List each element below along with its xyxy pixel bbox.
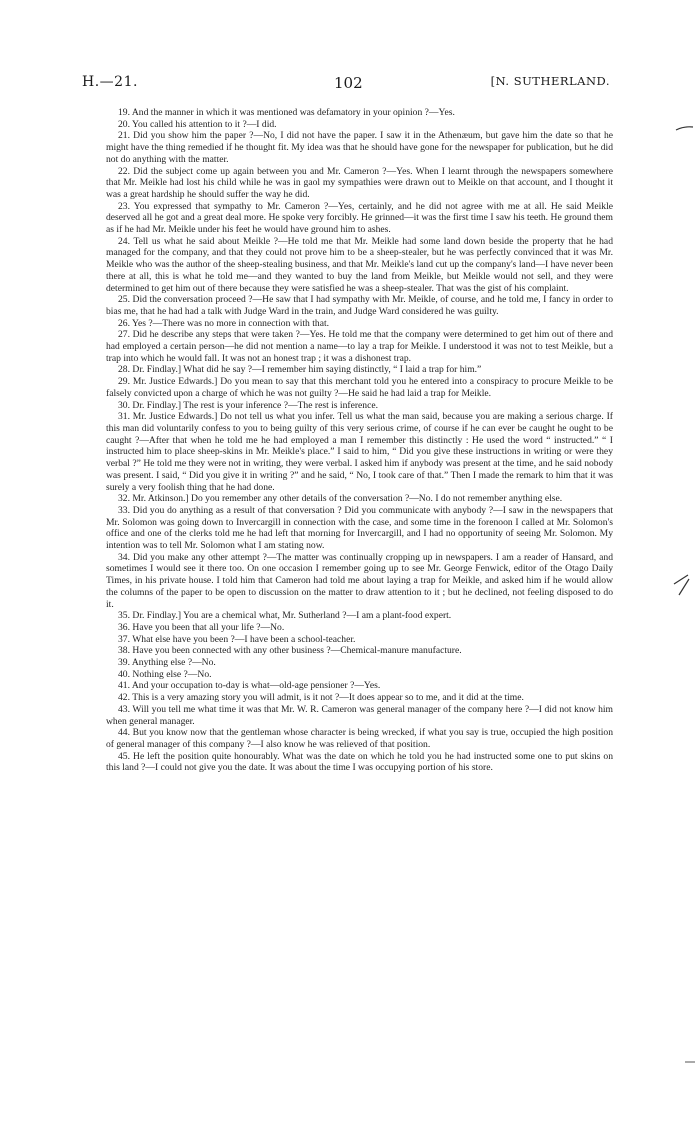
- question-33: 33. Did you do anything as a result of that conversation ? Did you communicate with anybody ?—I saw in the newspapers that Mr. Solomon was going down to Invercargill in connection with the case, and some time in the forenoon I called at Mr. Solomon's office and one of the clerks told me he had left that morning for Invercargill, and I had no opportunity of seeing Mr. Solomon. My intention was to tell Mr. Solomon what I am stating now.: [106, 504, 613, 552]
- question-26: 26. Yes ?—There was no more in connection with that.: [118, 317, 330, 329]
- report-code: H.—21.: [82, 74, 138, 90]
- question-30: 30. Dr. Findlay.] The rest is your inference ?—The rest is inference.: [118, 399, 379, 411]
- witness-name: [N. SUTHERLAND.: [490, 74, 610, 88]
- page-number: 102: [334, 74, 363, 92]
- question-19: 19. And the manner in which it was mentioned was defamatory in your opinion ?—Yes.: [118, 107, 455, 118]
- page-header: [82, 74, 610, 96]
- question-45: 45. He left the position quite honourably. What was the date on which he told you he had instructed some one to put skins on this land ?—I could not give you the date. It was about the time I was occupying portion of his store.: [106, 750, 613, 774]
- question-25: 25. Did the conversation proceed ?—He saw that I had sympathy with Mr. Meikle, of course, and he told me, I fancy in order to bias me, that he had had a talk with Judge Ward in the train, and Judge Ward considered he was guilty.: [106, 294, 613, 317]
- question-20: 20. You called his attention to it ?—I did.: [118, 118, 277, 130]
- question-22: 22. Did the subject come up again between you and Mr. Cameron ?—Yes. When I learnt through the newspapers somewhere that Mr. Meikle had lost his child while he was in gaol my sympathies were drawn out to Meikle on that account, and I thought it was a great hardship he should suffer the way he did.: [106, 165, 613, 200]
- margin-tick-mark: [674, 575, 689, 595]
- question-43: 43. Will you tell me what time it was that Mr. W. R. Cameron was general manager of the company here ?—I did not know him when general manager.: [106, 703, 613, 727]
- question-41: 41. And your occupation to-day is what—old-age pensioner ?—Yes.: [118, 680, 381, 692]
- question-44: 44. But you know now that the gentleman whose character is being wrecked, if what you say is true, occupied the high position of general manager of this company ?—I also know he was relieved of that position.: [106, 727, 613, 750]
- question-24: 24. Tell us what he said about Meikle ?—He told me that Mr. Meikle had some land down beside the property that he had managed for the company, and that they could not prove him to be a sheep-stealer, but he was perfectly convinced that it was Mr. Meikle who was the author of the sheep-stealing business, and that Mr. Meikle's land cut up the company's land—I have never been there at all, this is what he told me—and they wanted to buy the land from Meikle, but Meikle would not sell, and they were determined to get him out of there because they were satisfied he was a sheep-stealer. That was the gist of his complaint.: [106, 235, 613, 294]
- question-42: 42. This is a very amazing story you will admit, is it not ?—It does appear so to me, and it did at the time.: [118, 692, 524, 704]
- question-38: 38. Have you been connected with any other business ?—Chemical-manure manufacture.: [118, 645, 462, 657]
- question-23: 23. You expressed that sympathy to Mr. Cameron ?—Yes, certainly, and he did not agree with me at all. He said Meikle deserved all he got and a great deal more. He spoke very forcibly. He grinned—it was the first time I saw his teeth. He ground them as if he had Mr. Meikle under his feet he would have ground him to ashes.: [106, 200, 613, 236]
- question-36: 36. Have you been that all your life ?—No.: [118, 621, 285, 633]
- question-27: 27. Did he describe any steps that were taken ?—Yes. He told me that the company were determined to get him out of there and had employed a certain person—he did not mention a name—to lay a trap for Meikle. I understood it was not to test Meikle, but a trap into which he would fall. It was not an honest trap ; it was a dishonest trap.: [106, 329, 613, 364]
- question-34: 34. Did you make any other attempt ?—The matter was continually cropping up in newspapers. I am a reader of Hansard, and sometimes I would see it there too. On one occasion I remember going up to see Mr. George Fenwick, editor of the Otago Daily Times, in his private house. I told him that Cameron had told me about laying a trap for Meikle, and asked him if he would allow the columns of the paper to be open to discussion on the matter to draw attention to it ; but he declined, not feeling disposed to do it.: [106, 551, 613, 610]
- question-40: 40. Nothing else ?—No.: [118, 668, 212, 680]
- question-35: 35. Dr. Findlay.] You are a chemical what, Mr. Sutherland ?—I am a plant-food expert.: [118, 610, 452, 622]
- question-31: 31. Mr. Justice Edwards.] Do not tell us what you infer. Tell us what the man said, because you are making a serious charge. If this man did voluntarily confess to you to being guilty of this very serious crime, of course if he can ever be caught he ought to be caught ?—After that when he told me he had employed a man I remember this distinctly : He used the word “ instructed.” “ I instructed him to place sheep-skins in Mr. Meikle's place.” I said to him, “ Did you give these instructions in writing or were they verbal ?” He told me they were not in writing, they were verbal. I asked him if anybody was present at the time, and he said nobody was present. I said, “ Did you give it in writing ?” and he said, “ No, I took care of that.” Then I made the remark to him that it was surely a very foolish thing that he had done.: [106, 411, 613, 493]
- question-29: 29. Mr. Justice Edwards.] Do you mean to say that this merchant told you he entered into a conspiracy to procure Meikle to be falsely convicted upon a charge of which he was not guilty ?—He said he had laid a trap for Meikle.: [106, 376, 613, 399]
- testimony-body: [106, 107, 613, 774]
- margin-dash-mark: [676, 127, 693, 130]
- question-39: 39. Anything else ?—No.: [118, 657, 216, 669]
- question-37: 37. What else have you been ?—I have been a school-teacher.: [118, 633, 356, 645]
- question-28: 28. Dr. Findlay.] What did he say ?—I remember him saying distinctly, “ I laid a trap for him.”: [118, 364, 482, 376]
- question-32: 32. Mr. Atkinson.] Do you remember any other details of the conversation ?—No. I do not remember anything else.: [118, 493, 563, 505]
- question-21: 21. Did you show him the paper ?—No, I did not have the paper. I saw it in the Athenæum, but gave him the date so that he might have the thing remedied if he thought fit. My idea was that he should have gone for the newspaper for publication, but he did not do anything with the matter.: [106, 130, 613, 165]
